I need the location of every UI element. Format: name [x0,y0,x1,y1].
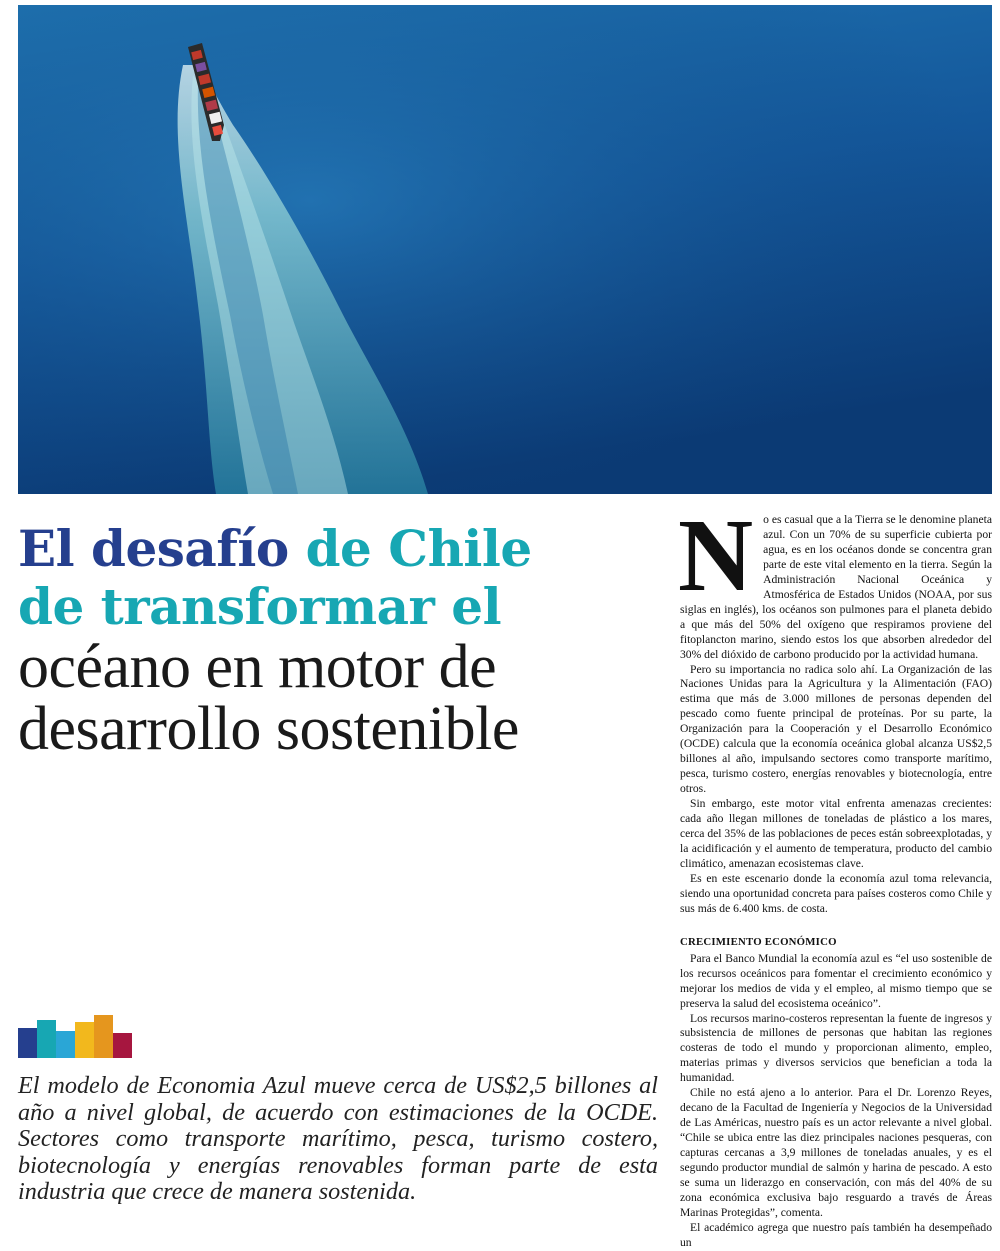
headline-line-4: desarrollo sostenible [18,695,519,763]
paragraph-7: Chile no está ajeno a lo anterior. Para el Dr. Lorenzo Reyes, decano de la Facultad de Ingeniería y Negocios de la Universidad de Las Américas, nuestro país es un actor relevante a nivel global. “Chile se ubica entre las diez principales naciones pesqueras, con capturas cercanas a 3,9 millones de toneladas anuales, y es el segundo productor mundial de salmón y harina de pescado. A esto se suma un liderazgo en conservación, con más del 40% de su zona económica exclusiva bajo resguardo a través de Áreas Marinas Protegidas”, comenta. [680,1086,992,1219]
headline-line-2: de transformar el [18,577,502,636]
paragraph-3: Sin embargo, este motor vital enfrenta amenazas crecientes: cada año llegan millones de toneladas de plástico a los mares, cerca del 35% de las poblaciones de peces están sobreexplotadas, y la acidificación y el aumento de temperatura, producto del cambio climático, amenazan ecosistemas clave. [680,797,992,870]
paragraph-1 [678,498,992,663]
paragraph-4: Es en este escenario donde la economía azul toma relevancia, siendo una oportunidad concreta para países costeros como Chile y sus más de 6.400 kms. de costa. [680,871,992,915]
container-ship-photo [18,5,992,494]
article-body [678,498,992,1251]
headline-part-navy: El desafío [18,519,306,578]
decorative-color-bars [18,1015,132,1058]
headline-part-teal: de Chile [305,519,532,578]
paragraph-8: El académico agrega que nuestro país también ha desempeñado un [680,1220,992,1249]
headline-line-3: océano en motor de [18,633,497,701]
section-subhead: CRECIMIENTO ECONÓMICO [680,935,837,948]
paragraph-6: Los recursos marino-costeros representan la fuente de ingresos y subsistencia de millones de personas que habitan las regiones costeras de todo el mundo y proporcionan alimento, empleo, materias primas y diversos servicios que benefician a toda la humanidad. [680,1011,992,1085]
headline-line-1 [18,520,658,578]
lede-paragraph: El modelo de Economia Azul mueve cerca de US$2,5 billones al año a nivel global, de acuerdo con estimaciones de la OCDE. Sectores como transporte marítimo, pesca, turismo costero, biotecnología y energías renovables forman parte de esta industria que crece de manera sostenida. [18,1072,658,1205]
headline [18,519,658,763]
drop-cap: N [678,498,754,613]
paragraph-1-text: o es casual que a la Tierra se le denomine planeta azul. Con un 70% de su superficie cubierta por agua, es en los océanos donde se concentra gran parte de este vital elemento en la tierra. Según la Administración Nacional Oceánica y Atmosférica de Estados Unidos (NOAA, por sus siglas en inglés), los océanos son pulmones para el planeta debido a que más del 50% del oxígeno que respiramos proviene del fitoplancton marino, siendo estos los que absorben alrededor del 30% del dióxido de carbono producido por la actividad humana. [680,513,992,661]
hero-photo [18,5,992,494]
paragraph-2: Pero su importancia no radica solo ahí. La Organización de las Naciones Unidas para la Agricultura y la Alimentación (FAO) estima que más de 3.000 millones de personas dependen del pescado como fuente principal de proteínas. Por su parte, la Organización para la Cooperación y el Desarrollo Económico (OCDE) calcula que la economía oceánica global alcanza US$2,5 billones al año, impulsando sectores como transporte marítimo, pesca, turismo costero, energías renovables y biotecnología, entre otros. [680,662,992,796]
paragraph-5: Para el Banco Mundial la economía azul es “el uso sostenible de los recursos oceánicos para fomentar el crecimiento económico y mejorar los medios de vida y el empleo, al mismo tiempo que se preserva la salud del ecosistema oceánico”. [680,951,992,1010]
